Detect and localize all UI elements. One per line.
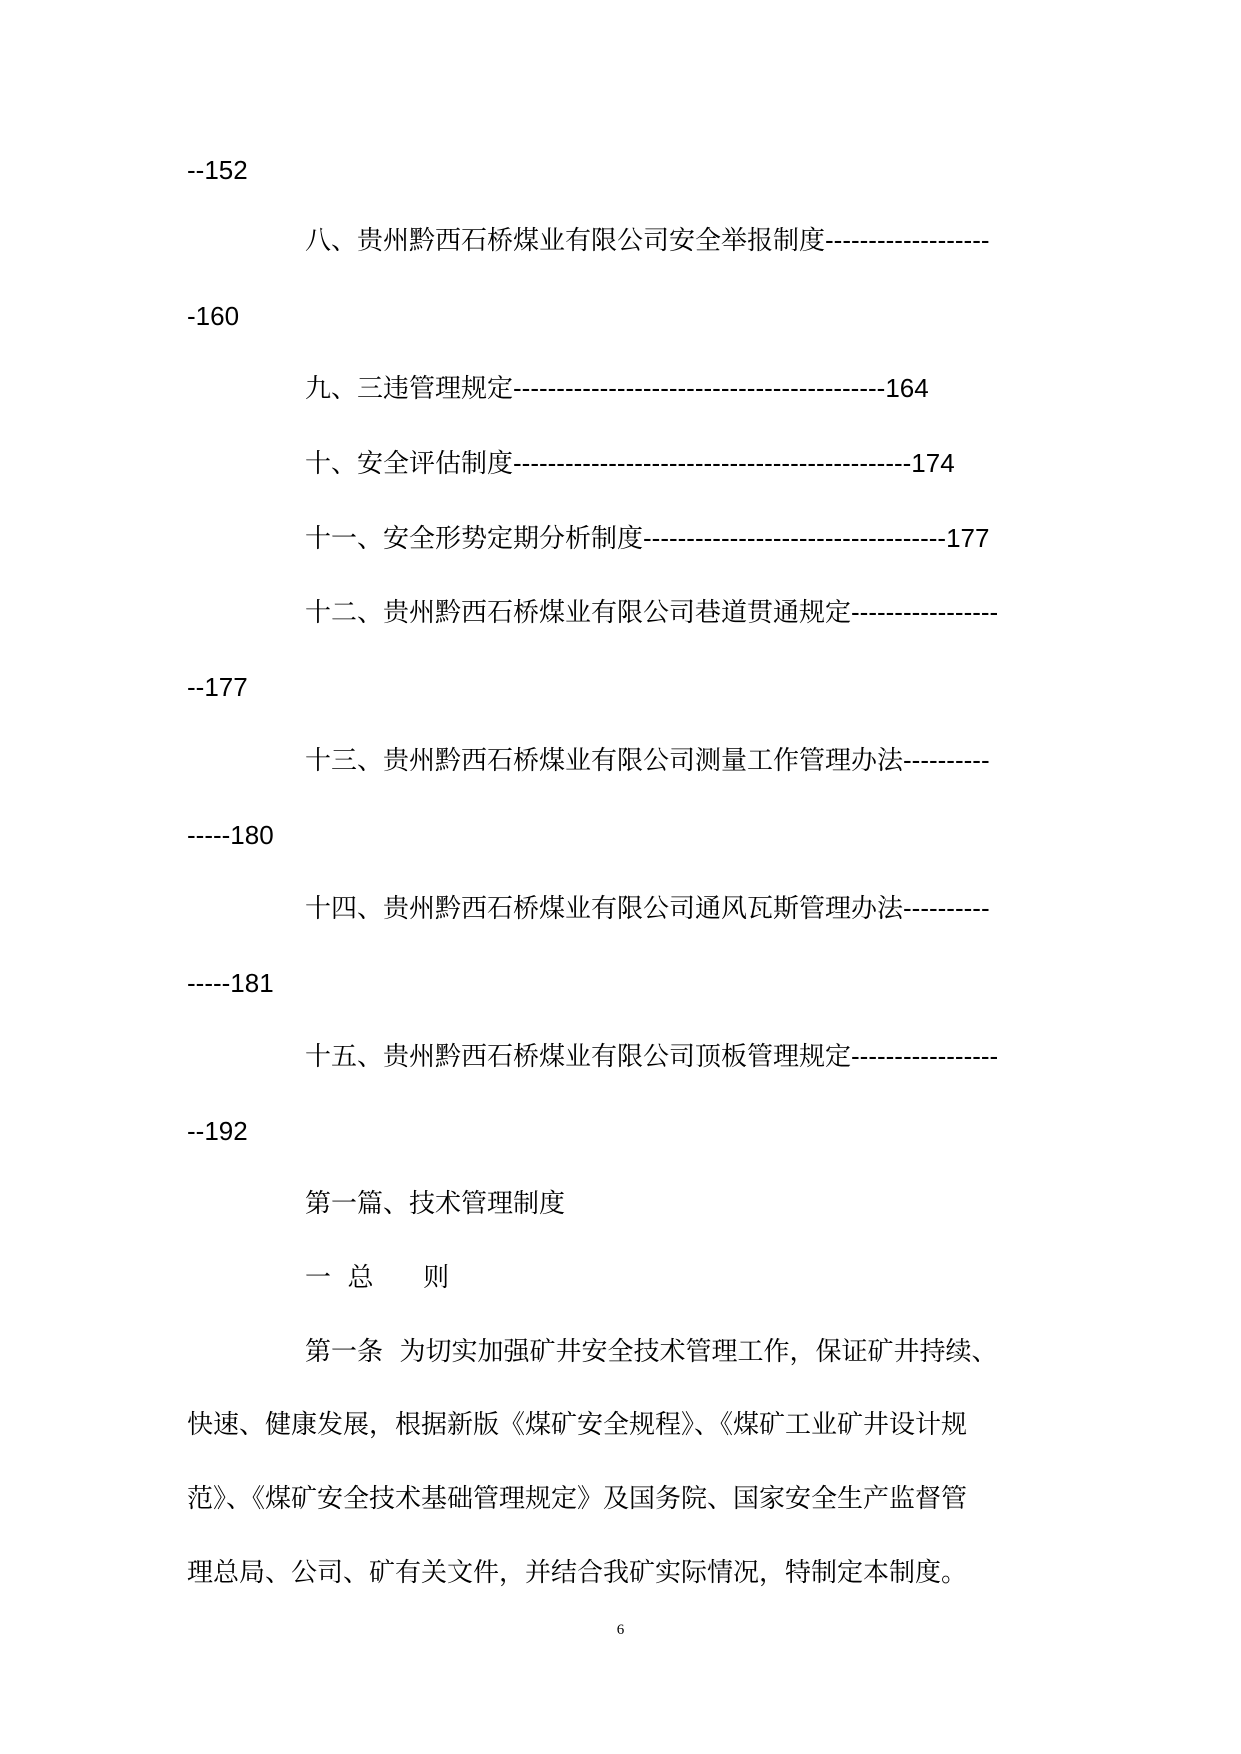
toc-entry-12: [305, 597, 998, 628]
article-1-line-3: 范》、《煤矿安全技术基础管理规定》及国务院、国家安全生产监督管: [187, 1484, 968, 1514]
toc-entry-10: [305, 448, 955, 479]
toc-entry-14: [305, 893, 990, 924]
toc-leader-dashes: -----------------------------------: [643, 523, 947, 553]
toc-page-number: -----180: [187, 820, 274, 850]
toc-page-number: 174: [911, 448, 955, 478]
toc-entry-13: [305, 745, 990, 776]
toc-leader-dashes: -----------------: [851, 1041, 999, 1071]
toc-entry-8: [305, 225, 990, 256]
page-number: 6: [616, 1622, 625, 1638]
toc-page-number: -160: [187, 301, 240, 331]
chapter-title: 一 总 则: [305, 1263, 450, 1293]
toc-leader-dashes: ----------: [903, 745, 990, 775]
toc-entry-15: [305, 1041, 998, 1072]
part-title: 第一篇、技术管理制度: [305, 1189, 566, 1219]
toc-page-number: --152: [187, 155, 248, 185]
toc-continuation-177: [187, 672, 248, 702]
toc-entry-title: 十五、贵州黔西石桥煤业有限公司顶板管理规定: [305, 1042, 852, 1072]
toc-entry-title: 九、三违管理规定: [305, 374, 514, 404]
toc-continuation-152: [187, 155, 248, 185]
toc-continuation-180: [187, 820, 274, 850]
article-1-line-1: 第一条 为切实加强矿井安全技术管理工作，保证矿井持续、: [305, 1337, 998, 1367]
toc-entry-title: 十二、贵州黔西石桥煤业有限公司巷道贯通规定: [305, 598, 852, 628]
toc-leader-dashes: ----------------------------------------------: [513, 448, 912, 478]
article-1-line-4: 理总局、公司、矿有关文件，并结合我矿实际情况，特制定本制度。: [187, 1558, 968, 1588]
article-1-line-2: 快速、健康发展，根据新版《煤矿安全规程》、《煤矿工业矿井设计规: [187, 1410, 968, 1440]
toc-entry-title: 十一、安全形势定期分析制度: [305, 524, 644, 554]
toc-entry-title: 十、安全评估制度: [305, 449, 514, 479]
toc-page-number: --177: [187, 672, 248, 702]
toc-continuation-192: [187, 1116, 248, 1146]
toc-page-number: 164: [885, 373, 929, 403]
toc-leader-dashes: -----------------: [851, 597, 999, 627]
toc-continuation-160: [187, 301, 239, 331]
toc-leader-dashes: -------------------------------------------: [513, 373, 886, 403]
toc-page-number: -----181: [187, 968, 274, 998]
toc-entry-9: [305, 373, 929, 404]
toc-entry-title: 八、贵州黔西石桥煤业有限公司安全举报制度: [305, 226, 826, 256]
toc-entry-title: 十三、贵州黔西石桥煤业有限公司测量工作管理办法: [305, 746, 904, 776]
toc-page-number: 177: [946, 523, 990, 553]
toc-entry-11: [305, 523, 989, 554]
toc-page-number: --192: [187, 1116, 248, 1146]
toc-leader-dashes: -------------------: [825, 225, 990, 255]
toc-entry-title: 十四、贵州黔西石桥煤业有限公司通风瓦斯管理办法: [305, 894, 904, 924]
toc-continuation-181: [187, 968, 274, 998]
toc-leader-dashes: ----------: [903, 893, 990, 923]
